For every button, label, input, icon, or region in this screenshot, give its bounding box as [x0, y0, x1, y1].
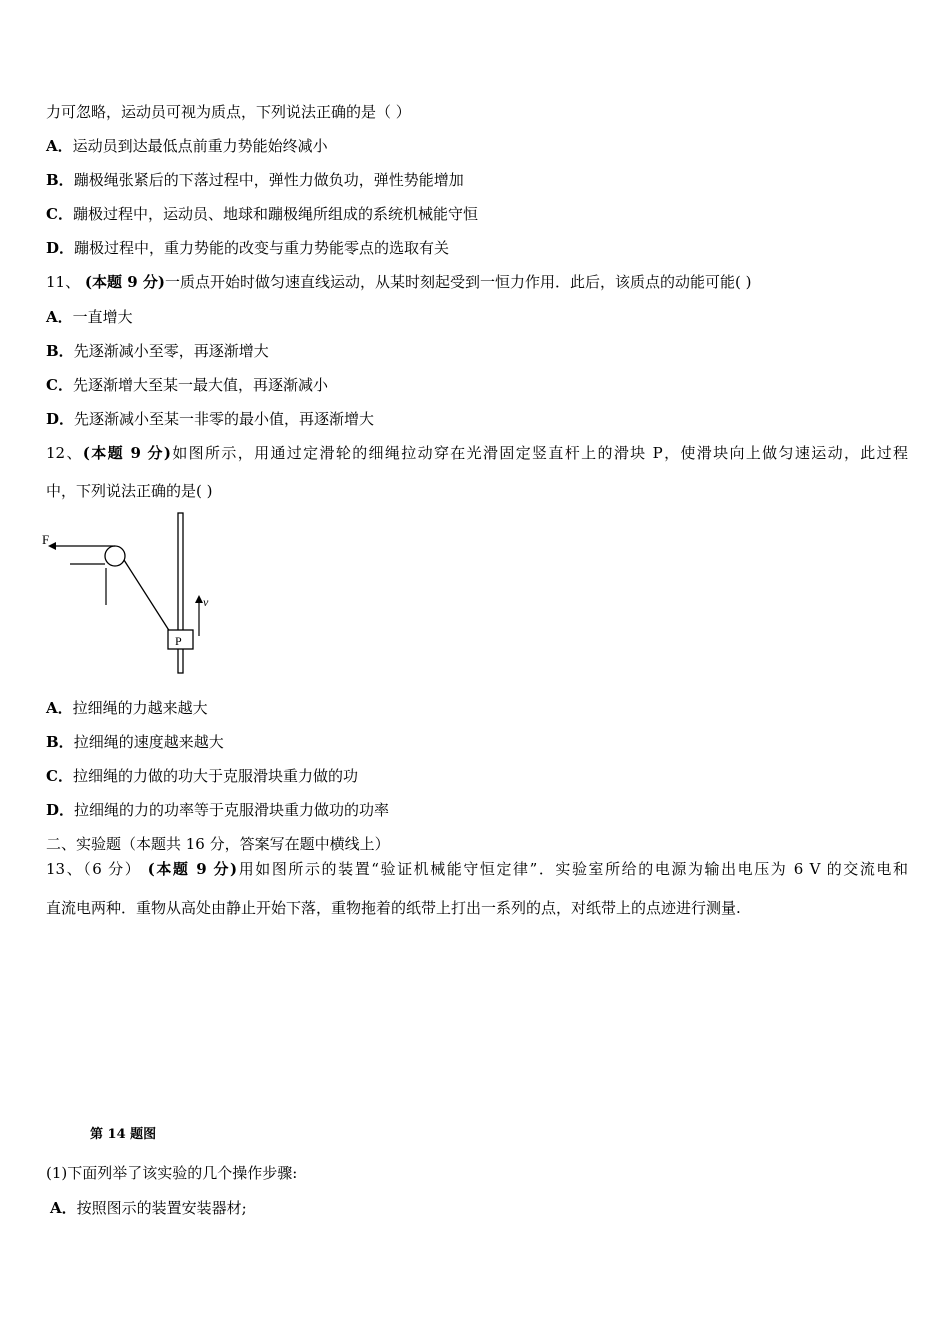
q13-part1: (1)下面列举了该实验的几个操作步骤: [46, 1164, 298, 1182]
q12-option-c [46, 766, 358, 786]
option-label: A． [46, 137, 73, 155]
option-text: 一直增大 [72, 308, 133, 326]
option-text: 先逐渐增大至某一最大值，再逐渐减小 [72, 376, 328, 394]
option-text: 先逐渐减小至某一非零的最小值，再逐渐增大 [74, 410, 375, 428]
question-points: （6 分） [83, 860, 142, 878]
option-label: C． [46, 376, 73, 394]
q11-option-c [46, 375, 328, 395]
option-text: 蹦极过程中，重力势能的改变与重力势能零点的选取有关 [74, 239, 450, 257]
option-label: B． [46, 171, 74, 189]
q10-option-c [46, 204, 478, 224]
option-text: 运动员到达最低点前重力势能始终减小 [72, 137, 328, 155]
q10-option-d [46, 238, 449, 258]
pulley-figure [40, 508, 230, 678]
velocity-label: v [203, 595, 209, 609]
question-score: (本题 9 分) [147, 860, 238, 878]
block-label: P [175, 634, 182, 648]
question-text: 一质点开始时做匀速直线运动，从某时刻起受到一恒力作用．此后，该质点的动能可能( ) [164, 273, 752, 291]
option-label: D． [46, 239, 75, 257]
question-text: 如图所示，用通过定滑轮的细绳拉动穿在光滑固定竖直杆上的滑块 P，使滑块向上做匀速运动，此过程 [170, 444, 908, 462]
option-text: 蹦极过程中，运动员、地球和蹦极绳所组成的系统机械能守恒 [72, 205, 478, 223]
option-text: 拉细绳的力越来越大 [72, 699, 208, 717]
q10-option-a [46, 136, 328, 156]
option-label: B． [46, 342, 74, 360]
velocity-arrow-head [195, 595, 203, 603]
q13-stem-line1 [46, 859, 908, 879]
stem-line [46, 443, 908, 463]
figure-caption: 第 14 题图 [90, 1127, 157, 1142]
q12-stem-line2: 中，下列说法正确的是( ) [46, 482, 213, 500]
q12-option-a [46, 698, 208, 718]
option-text: 蹦极绳张紧后的下落过程中，弹性力做负功，弹性势能增加 [73, 171, 464, 189]
q10-stem-tail: 力可忽略，运动员可视为质点，下列说法正确的是（ ） [46, 103, 411, 121]
q11-option-b [46, 341, 269, 361]
force-label: F [42, 532, 50, 547]
option-label: A． [50, 1199, 77, 1217]
option-text: 拉细绳的速度越来越大 [73, 733, 224, 751]
option-label: A． [46, 308, 73, 326]
option-text: 拉细绳的力的功率等于克服滑块重力做功的功率 [74, 801, 390, 819]
q12-option-b [46, 732, 224, 752]
question-number: 12、 [46, 444, 83, 462]
q10-option-b [46, 170, 464, 190]
option-label: D． [46, 410, 75, 428]
option-label: C． [46, 767, 73, 785]
question-text: 用如图所示的装置“验证机械能守恒定律”．实验室所给的电源为输出电压为 6 V 的交流电和 [237, 860, 909, 878]
option-text: 拉细绳的力做的功大于克服滑块重力做的功 [72, 767, 358, 785]
section-heading: 二、实验题（本题共 16 分，答案写在题中横线上） [46, 835, 390, 853]
option-label: C． [46, 205, 73, 223]
question-score: (本题 9 分) [82, 444, 171, 462]
question-number: 11、 [46, 273, 81, 291]
q12-stem-line1 [46, 443, 908, 463]
q13-step-a [50, 1198, 247, 1218]
q13-stem-line2: 直流电两种．重物从高处由静止开始下落，重物拖着的纸带上打出一系列的点，对纸带上的点迹进行测量. [46, 899, 741, 917]
pulley [105, 546, 125, 566]
option-text: 按照图示的装置安装器材; [76, 1199, 247, 1217]
option-label: D． [46, 801, 75, 819]
option-label: A． [46, 699, 73, 717]
q12-option-d [46, 800, 389, 820]
question-score: (本题 9 分) [84, 273, 165, 291]
q11-stem [46, 272, 751, 292]
q11-option-a [46, 307, 133, 327]
stem-line [46, 859, 908, 879]
option-text: 先逐渐减小至零，再逐渐增大 [73, 342, 269, 360]
option-label: B． [46, 733, 74, 751]
rope-slanted [124, 560, 170, 632]
question-number: 13、 [46, 860, 84, 878]
q11-option-d [46, 409, 374, 429]
